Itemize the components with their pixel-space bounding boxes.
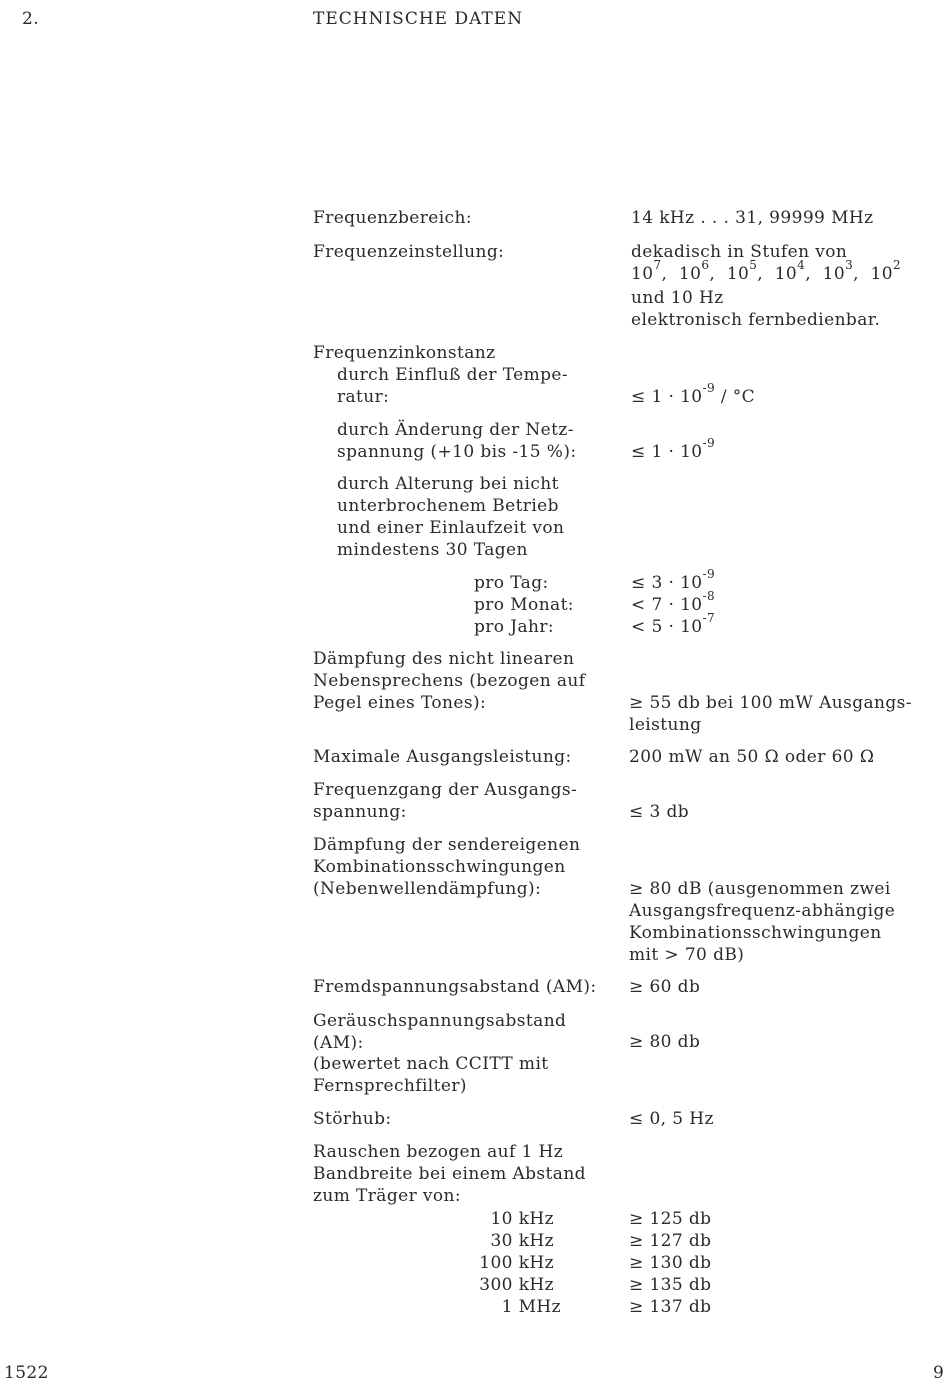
spec-label-temp-2: ratur: [337, 387, 390, 407]
spec-label-freq-setting: Frequenzeinstellung: [313, 242, 505, 262]
spec-label-noise-am-4: Fernsprechfilter) [313, 1076, 467, 1096]
noise-row-offset: 10 kHz [490, 1209, 554, 1229]
spec-value-spurious-2: Ausgangsfrequenz-abhängige [629, 901, 896, 921]
spec-value-spurious-4: mit > 70 dB) [629, 945, 745, 965]
value-mantissa: < 7 · 10 [631, 595, 703, 615]
spec-label-spurious-1: Dämpfung der sendereigenen [313, 835, 581, 855]
spec-value-temp [631, 381, 756, 408]
section-title: TECHNISCHE DATEN [313, 9, 524, 29]
noise-row-value: ≥ 137 db [629, 1297, 712, 1317]
noise-row-offset: 30 kHz [490, 1231, 554, 1251]
spec-label-spurious-3: (Nebenwellendämpfung): [313, 879, 542, 899]
spec-value-freq-range: 14 kHz . . . 31, 99999 MHz [631, 208, 874, 228]
spec-value-freq-setting-line4: elektronisch fernbedienbar. [631, 310, 881, 330]
step-base: 10 [774, 264, 798, 284]
value-unit: / °C [720, 387, 756, 407]
spec-label-inconstancy: Frequenzinkonstanz [313, 343, 496, 363]
spec-label-noise-am-3: (bewertet nach CCITT mit [313, 1054, 549, 1074]
spec-label-mains-2: spannung (+10 bis -15 %): [337, 442, 577, 462]
value-mantissa: ≤ 1 · 10 [631, 387, 703, 407]
spec-label-aging-4: mindestens 30 Tagen [337, 540, 528, 560]
spec-label-crosstalk-2: Nebensprechens (bezogen auf [313, 671, 586, 691]
value-exponent: -7 [702, 611, 716, 626]
noise-row-offset: 1 MHz [501, 1297, 561, 1317]
spec-label-crosstalk-1: Dämpfung des nicht linearen [313, 649, 575, 669]
noise-row-value: ≥ 135 db [629, 1275, 712, 1295]
spec-value-mains [631, 436, 716, 463]
value-mantissa: ≤ 3 · 10 [631, 573, 703, 593]
value-exponent: -9 [702, 381, 716, 396]
step-exp: 2 [892, 258, 902, 273]
page-number: 9 [933, 1363, 945, 1383]
aging-row-label: pro Tag: [474, 573, 549, 593]
step-base: 10 [726, 264, 750, 284]
step-base: 10 [678, 264, 702, 284]
section-number: 2. [22, 9, 40, 29]
step-exp: 4 [797, 258, 806, 273]
spec-value-crosstalk-1: ≥ 55 db bei 100 mW Ausgangs- [629, 693, 912, 713]
spec-label-temp-1: durch Einfluß der Tempe- [337, 365, 569, 385]
spec-label-noise-am-2: (AM): [313, 1033, 364, 1053]
value-mantissa: < 5 · 10 [631, 617, 703, 637]
spec-value-noise-am: ≥ 80 db [629, 1032, 701, 1052]
spec-label-freq-response-1: Frequenzgang der Ausgangs- [313, 780, 578, 800]
step-base: 10 [631, 264, 654, 284]
spec-label-max-output: Maximale Ausgangsleistung: [313, 747, 572, 767]
spec-value-max-output: 200 mW an 50 Ω oder 60 Ω [629, 747, 875, 767]
spec-value-freq-setting-line3: und 10 Hz [631, 288, 724, 308]
spec-label-mains-1: durch Änderung der Netz- [337, 420, 574, 440]
step-exp: 6 [701, 258, 710, 273]
spec-label-freq-response-2: spannung: [313, 802, 407, 822]
spec-value-freq-response: ≤ 3 db [629, 802, 690, 822]
spec-label-aging-1: durch Alterung bei nicht [337, 474, 559, 494]
noise-row-offset: 300 kHz [479, 1275, 554, 1295]
step-exp: 3 [845, 258, 854, 273]
value-exponent: -9 [702, 567, 716, 582]
spec-label-noise-am-1: Geräuschspannungsabstand [313, 1011, 567, 1031]
spec-label-aging-3: und einer Einlaufzeit von [337, 518, 565, 538]
spec-label-freq-range: Frequenzbereich: [313, 208, 472, 228]
noise-row-value: ≥ 127 db [629, 1231, 712, 1251]
value-mantissa: ≤ 1 · 10 [631, 442, 703, 462]
spec-label-aging-2: unterbrochenem Betrieb [337, 496, 559, 516]
spec-label-crosstalk-3: Pegel eines Tones): [313, 693, 487, 713]
value-exponent: -8 [702, 589, 716, 604]
step-exp: 5 [749, 258, 758, 273]
spec-value-deviation: ≤ 0, 5 Hz [629, 1109, 714, 1129]
aging-row-label: pro Monat: [474, 595, 574, 615]
noise-row-offset: 100 kHz [479, 1253, 554, 1273]
spec-label-spurious-2: Kombinationsschwingungen [313, 857, 566, 877]
doc-number: 1522 [4, 1363, 49, 1383]
spec-value-freq-setting-steps: $10^7$, $10^6$, $10^5$, $10^4$, $10^3$, $10^2$ [631, 258, 902, 284]
spec-value-freq-setting-line1: dekadisch in Stufen von [631, 242, 848, 262]
value-exponent: -9 [702, 436, 716, 451]
step-base: 10 [822, 264, 846, 284]
spec-value-crosstalk-2: leistung [629, 715, 702, 735]
spec-value-spurious-1: ≥ 80 dB (ausgenommen zwei [629, 879, 891, 899]
aging-row-value [631, 611, 716, 638]
spec-value-spurious-3: Kombinationsschwingungen [629, 923, 882, 943]
noise-row-value: ≥ 130 db [629, 1253, 712, 1273]
step-exp: 7 [653, 258, 662, 273]
noise-row-value: ≥ 125 db [629, 1209, 712, 1229]
step-base: 10 [870, 264, 893, 284]
aging-row-label: pro Jahr: [474, 617, 555, 637]
spec-label-noise-3: zum Träger von: [313, 1186, 462, 1206]
spec-value-snr-am: ≥ 60 db [629, 977, 701, 997]
spec-label-deviation: Störhub: [313, 1109, 392, 1129]
spec-label-noise-1: Rauschen bezogen auf 1 Hz [313, 1142, 564, 1162]
spec-label-snr-am: Fremdspannungsabstand (AM): [313, 977, 597, 997]
spec-label-noise-2: Bandbreite bei einem Abstand [313, 1164, 586, 1184]
